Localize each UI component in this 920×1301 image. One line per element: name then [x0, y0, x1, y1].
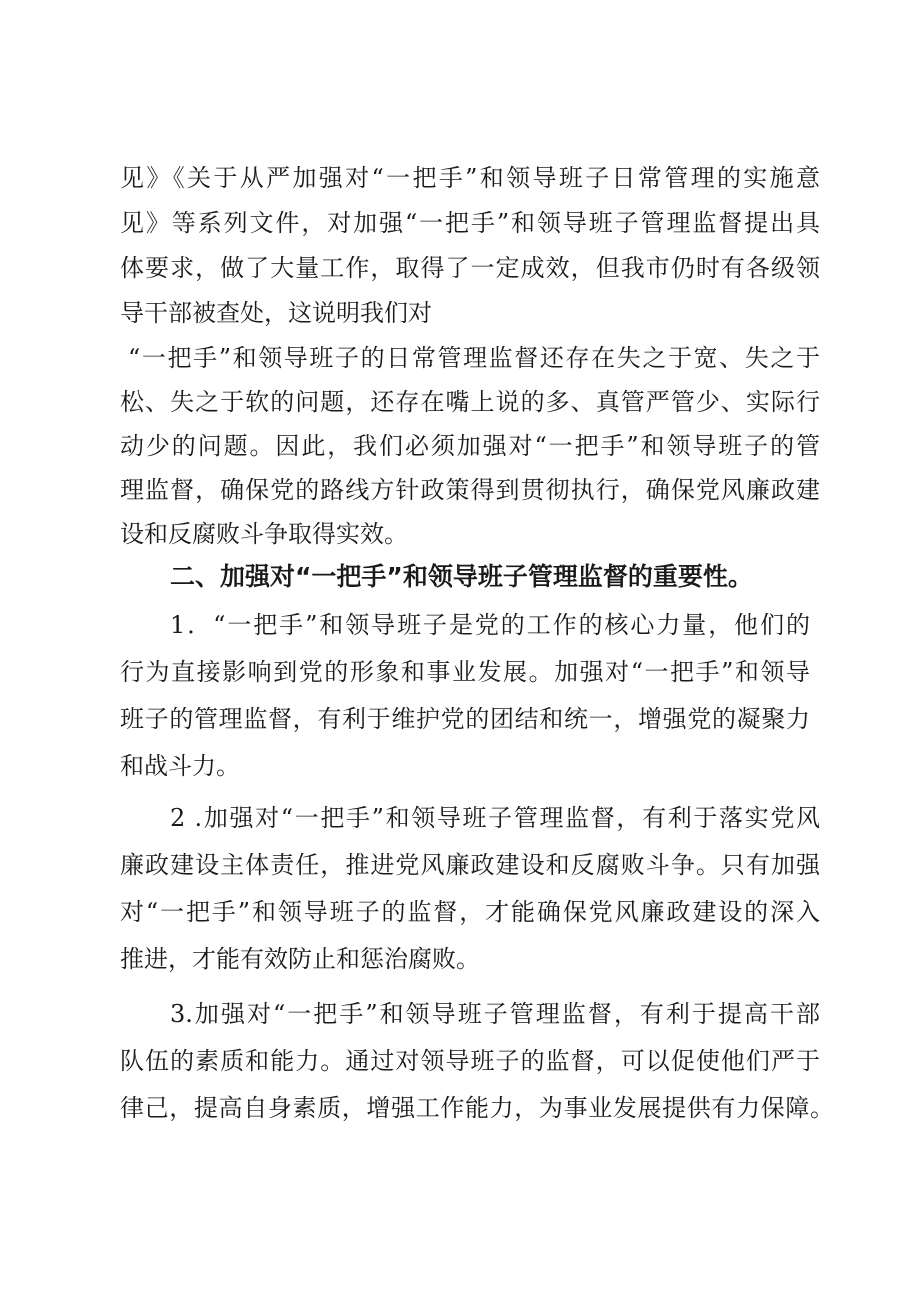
point-3-line-1: 3.加强对“一把手”和领导班子管理监督，有利于提高干部	[170, 1000, 820, 1028]
paragraph-problem-line-1: “一把手”和领导班子的日常管理监督还存在失之于宽、失之于	[128, 344, 820, 372]
paragraph-intro-line-2: 见》等系列文件，对加强“一把手”和领导班子管理监督提出具	[120, 209, 820, 237]
paragraph-problem-line-2: 松、失之于软的问题，还存在嘴上说的多、真管严管少、实际行	[120, 388, 820, 416]
point-3-line-3: 律己，提高自身素质，增强工作能力，为事业发展提供有力保障。	[120, 1094, 834, 1122]
point-3-line-2: 队伍的素质和能力。通过对领导班子的监督，可以促使他们严于	[120, 1047, 820, 1075]
point-1-line-4: 和战斗力。	[120, 752, 240, 780]
section-heading: 二、加强对“一把手”和领导班子管理监督的重要性。	[170, 562, 753, 591]
point-2-line-1: 2 .加强对“一把手”和领导班子管理监督，有利于落实党风	[170, 804, 820, 832]
point-1-line-1: 1．“一把手”和领导班子是党的工作的核心力量，他们的	[170, 611, 810, 639]
point-2-line-3: 对“一把手”和领导班子的监督，才能确保党风廉政建设的深入	[120, 898, 820, 926]
paragraph-problem-line-5: 设和反腐败斗争取得实效。	[120, 520, 408, 548]
point-2-line-2: 廉政建设主体责任，推进党风廉政建设和反腐败斗争。只有加强	[120, 851, 820, 879]
paragraph-intro-line-1: 见》《关于从严加强对“一把手”和领导班子日常管理的实施意	[120, 164, 820, 192]
point-1-line-2: 行为直接影响到党的形象和事业发展。加强对“一把手”和领导	[120, 658, 810, 686]
paragraph-problem-line-3: 动少的问题。因此，我们必须加强对“一把手”和领导班子的管	[120, 432, 820, 460]
paragraph-problem-line-4: 理监督，确保党的路线方针政策得到贯彻执行，确保党风廉政建	[120, 476, 820, 504]
point-1-line-3: 班子的管理监督，有利于维护党的团结和统一，增强党的凝聚力	[120, 705, 810, 733]
paragraph-intro-line-4: 导干部被查处，这说明我们对	[120, 299, 432, 327]
point-2-line-4: 推进，才能有效防止和惩治腐败。	[120, 945, 480, 973]
paragraph-intro-line-3: 体要求，做了大量工作，取得了一定成效，但我市仍时有各级领	[120, 254, 820, 282]
